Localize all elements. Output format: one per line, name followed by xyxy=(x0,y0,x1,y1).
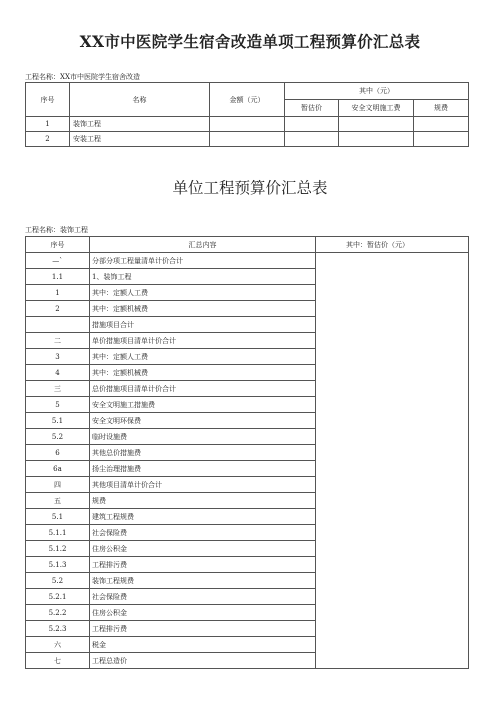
row-seq: 2 xyxy=(26,132,70,147)
row-content: 临时设施费 xyxy=(90,429,316,445)
row-seq: 1 xyxy=(26,117,70,132)
row-seq: 1.1 xyxy=(26,269,90,285)
header-provisional: 其中：暂估价（元） xyxy=(316,237,469,253)
row-content: 规费 xyxy=(90,493,316,509)
row-seq: 5.2 xyxy=(26,573,90,589)
row-seq: 5.1 xyxy=(26,413,90,429)
row-content: 税金 xyxy=(90,637,316,653)
header-sub: 其中（元） xyxy=(285,83,469,100)
row-content: 其中：定额机械费 xyxy=(90,365,316,381)
row-content: 工程总造价 xyxy=(90,653,316,669)
table-row xyxy=(26,132,469,147)
row-seq: 6 xyxy=(26,445,90,461)
header-content: 汇总内容 xyxy=(90,237,316,253)
row-seq: —` xyxy=(26,253,90,269)
header-name: 名称 xyxy=(70,83,210,117)
row-seq: 三 xyxy=(26,381,90,397)
row-content: 其中：定额机械费 xyxy=(90,301,316,317)
row-content: 工程排污费 xyxy=(90,621,316,637)
row-seq: 1 xyxy=(26,285,90,301)
unit-project-summary-table xyxy=(25,236,469,669)
row-seq: 5.2.1 xyxy=(26,589,90,605)
row-content: 1、装饰工程 xyxy=(90,269,316,285)
row-content: 社会保险费 xyxy=(90,589,316,605)
row-content: 扬尘治理措施费 xyxy=(90,461,316,477)
project-name-label: 工程名称：XX市中医院学生宿舍改造 xyxy=(25,73,140,81)
row-content: 住房公积金 xyxy=(90,605,316,621)
row-content: 单价措施项目清单计价合计 xyxy=(90,333,316,349)
row-name: 安装工程 xyxy=(70,132,210,147)
row-seq: 七 xyxy=(26,653,90,669)
row-seq: 5 xyxy=(26,397,90,413)
row-content: 安全文明环保费 xyxy=(90,413,316,429)
table-row xyxy=(26,253,469,269)
single-project-summary-table xyxy=(25,82,469,147)
row-name: 装饰工程 xyxy=(70,117,210,132)
row-content: 住房公积金 xyxy=(90,541,316,557)
row-content: 总价措施项目清单计价合计 xyxy=(90,381,316,397)
header-seq: 序号 xyxy=(26,83,70,117)
row-seq xyxy=(26,317,90,333)
row-content: 其他项目清单计价合计 xyxy=(90,477,316,493)
row-content: 其中：定额人工费 xyxy=(90,349,316,365)
row-content: 措施项目合计 xyxy=(90,317,316,333)
row-seq: 3 xyxy=(26,349,90,365)
row-seq: 二 xyxy=(26,333,90,349)
summary-title: XX市中医院学生宿舍改造单项工程预算价汇总表 xyxy=(79,32,421,51)
row-seq: 6a xyxy=(26,461,90,477)
row-content: 其他总价措施费 xyxy=(90,445,316,461)
row-seq: 5.1 xyxy=(26,509,90,525)
header-regulatory-fee: 规费 xyxy=(414,100,469,117)
header-provisional: 暂估价 xyxy=(285,100,339,117)
row-seq: 四 xyxy=(26,477,90,493)
header-amount: 金额（元） xyxy=(210,83,285,117)
header-safety-fee: 安全文明施工费 xyxy=(339,100,414,117)
row-seq: 2 xyxy=(26,301,90,317)
row-seq: 5.2 xyxy=(26,429,90,445)
row-content: 分部分项工程量清单计价合计 xyxy=(90,253,316,269)
header-seq: 序号 xyxy=(26,237,90,253)
project-name-label-2: 工程名称：装饰工程 xyxy=(25,226,88,234)
row-seq: 5.2.2 xyxy=(26,605,90,621)
row-content: 工程排污费 xyxy=(90,557,316,573)
row-content: 装饰工程规费 xyxy=(90,573,316,589)
row-seq: 5.1.3 xyxy=(26,557,90,573)
row-seq: 5.2.3 xyxy=(26,621,90,637)
row-content: 建筑工程规费 xyxy=(90,509,316,525)
provisional-value-cell xyxy=(316,253,469,669)
row-content: 安全文明施工措施费 xyxy=(90,397,316,413)
row-content: 其中：定额人工费 xyxy=(90,285,316,301)
row-seq: 5.1.2 xyxy=(26,541,90,557)
row-seq: 5.1.1 xyxy=(26,525,90,541)
unit-summary-title: 单位工程预算价汇总表 xyxy=(172,179,328,197)
row-seq: 五 xyxy=(26,493,90,509)
row-content: 社会保险费 xyxy=(90,525,316,541)
row-seq: 六 xyxy=(26,637,90,653)
row-seq: 4 xyxy=(26,365,90,381)
table-row xyxy=(26,117,469,132)
